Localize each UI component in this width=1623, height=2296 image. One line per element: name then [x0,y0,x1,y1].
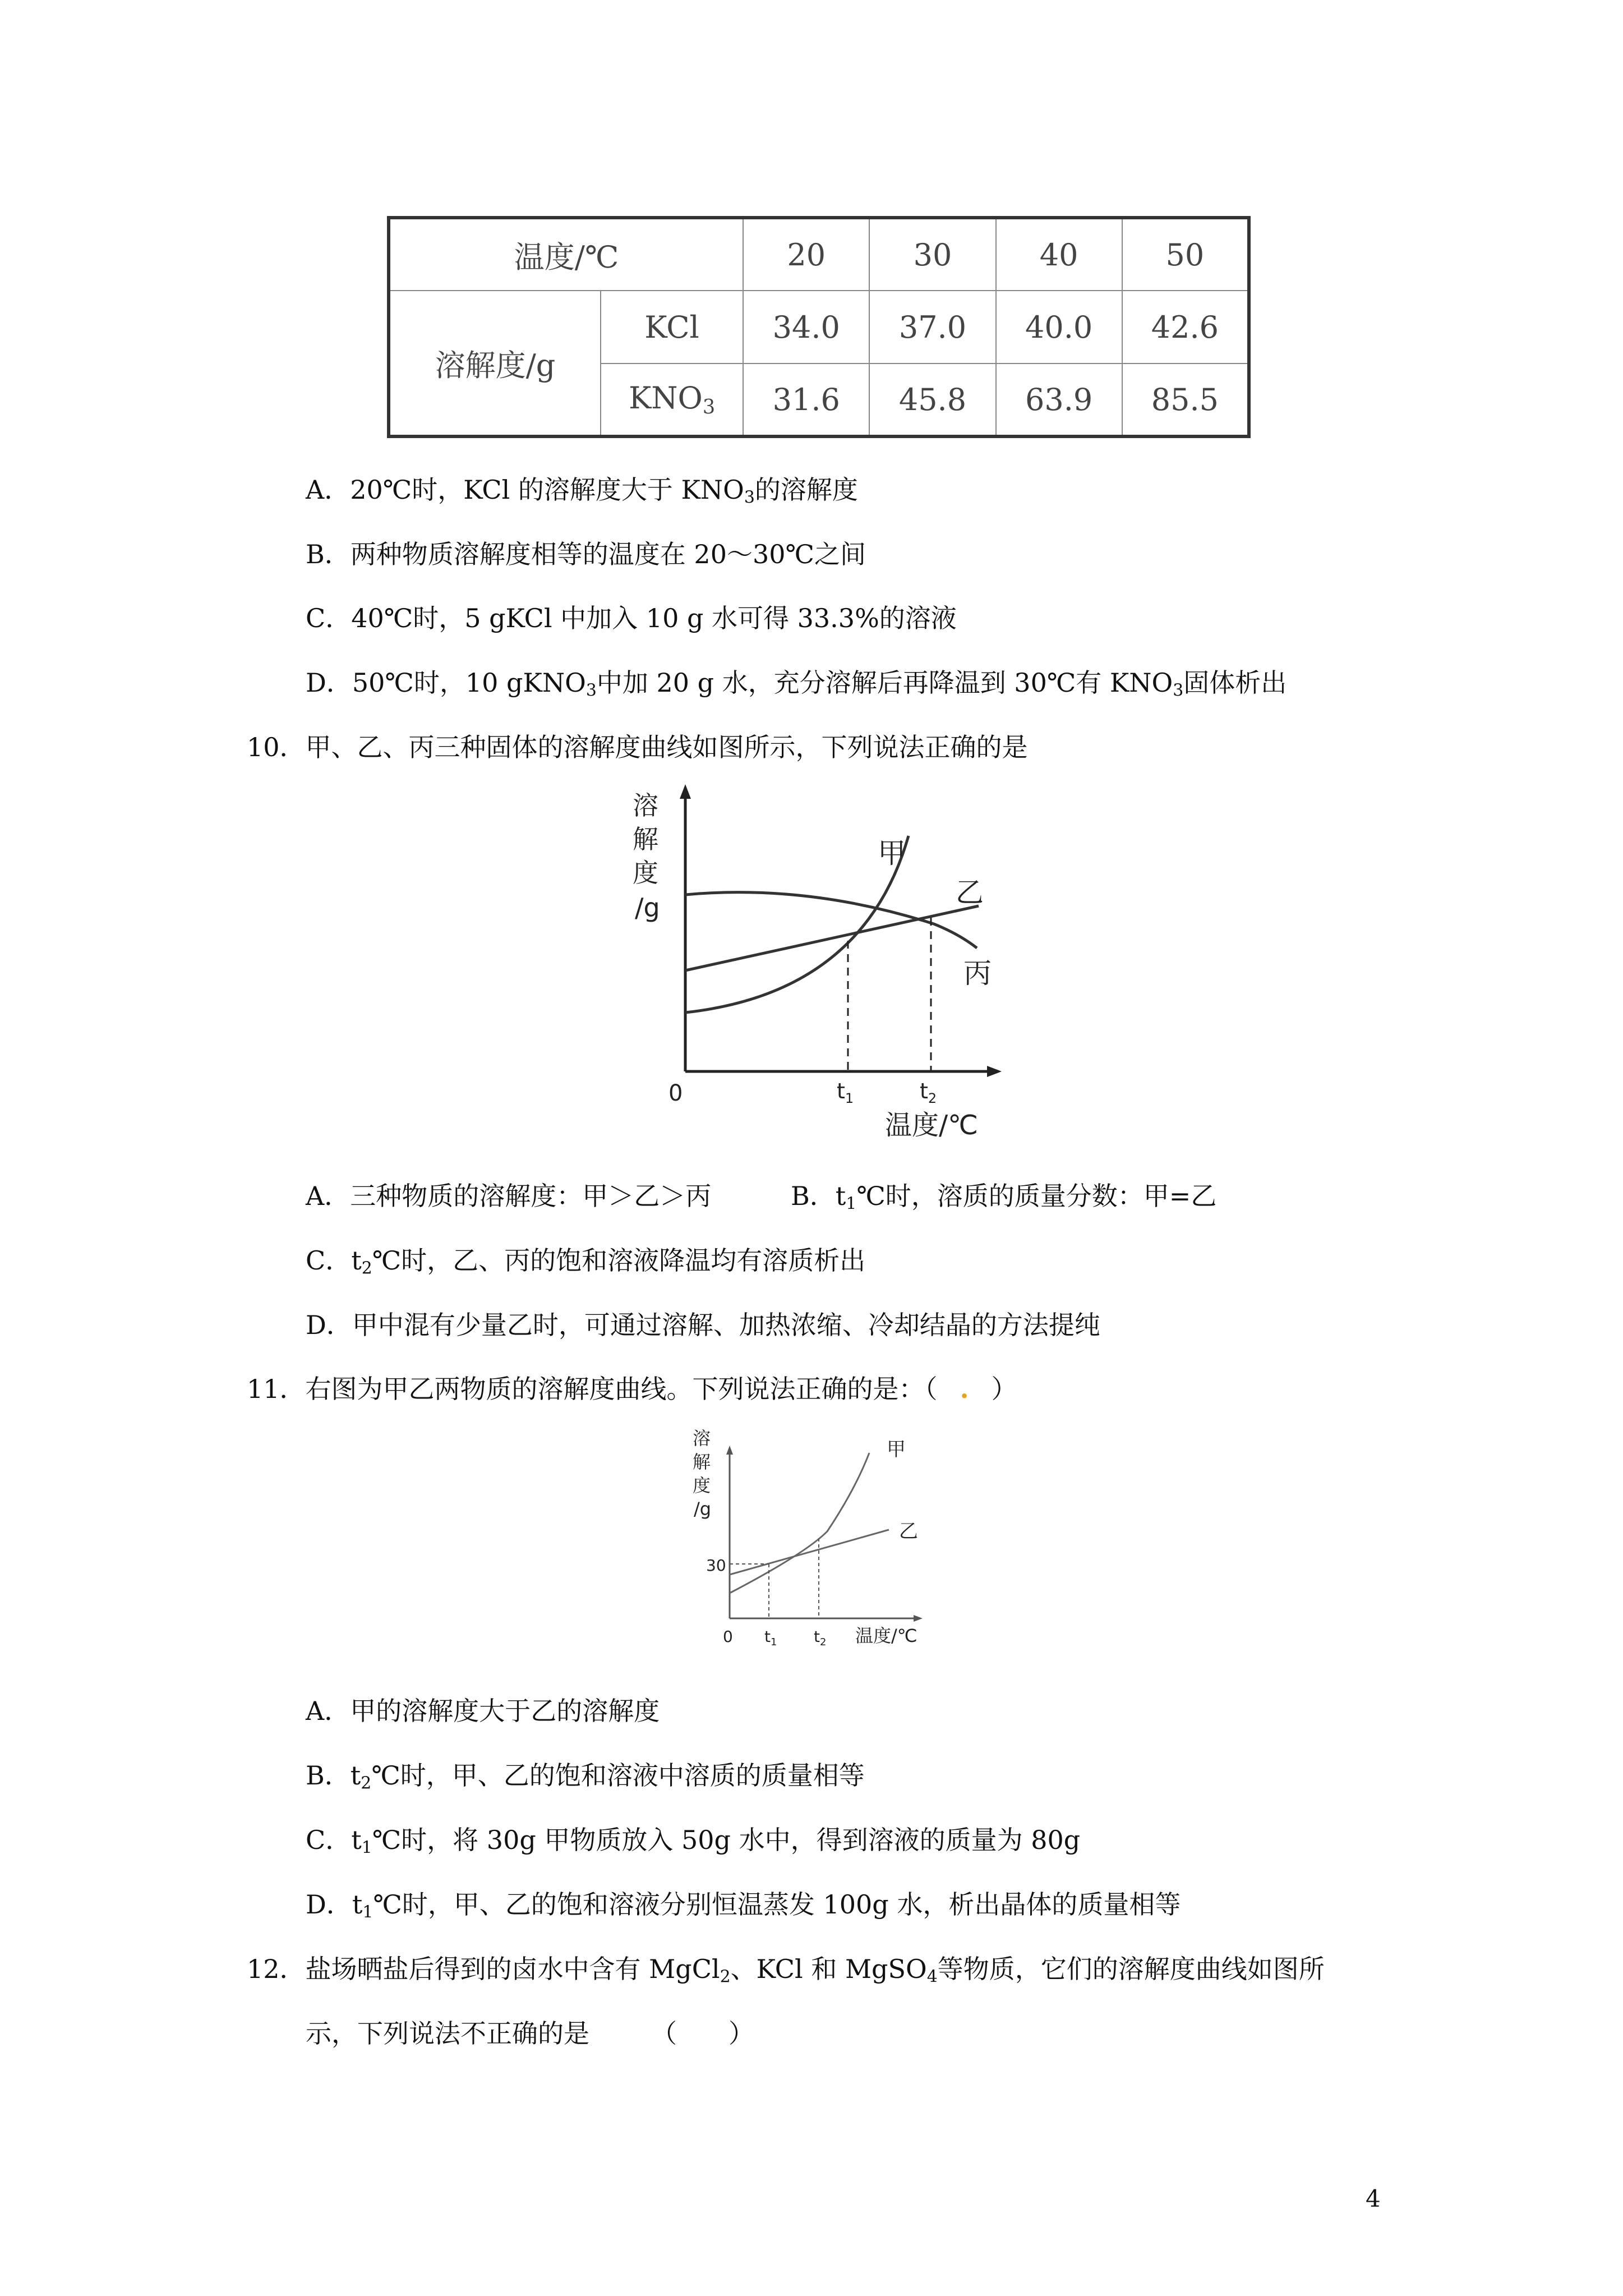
y-axis-label-char: 溶 [693,1428,711,1449]
tick-30: 30 [706,1556,726,1575]
solubility-table [387,216,1251,438]
y-axis-label-char: /g [635,892,660,923]
value-cell: 40.0 [996,291,1122,364]
q12-stem-line1: 12．盐场晒盐后得到的卤水中含有 MgCl$_2$、KCl 和 MgSO$_4$等物质，它们的溶解度曲线如图所 [247,1954,1325,1987]
value-cell: 37.0 [869,291,995,364]
series-label-jia: 甲 [887,1438,906,1461]
solubility-chart-10 [623,780,1026,1150]
page-number: 4 [1366,2185,1381,2212]
value-cell: 63.9 [996,364,1122,436]
x-axis-label: 温度/℃ [885,1110,979,1141]
series-label-yi: 乙 [956,876,984,909]
substance-name: KCl [601,291,743,364]
origin-label: 0 [723,1627,733,1646]
value-cell: 85.5 [1122,364,1249,436]
y-axis-label-char: /g [694,1498,712,1520]
q10-option-c: C．$t_2℃$时，乙、丙的饱和溶液降温均有溶质析出 [306,1245,866,1278]
q10-option-d: D．甲中混有少量乙时，可通过溶解、加热浓缩、冷却结晶的方法提纯 [306,1310,1100,1340]
tick-t1: $t_1$ [764,1627,777,1648]
y-axis-label-char: 度 [633,858,658,888]
substance-name: $KNO_3$ [601,364,743,436]
q9-option-c: C．40℃时，5 gKCl 中加入 10 g 水可得 33.3%的溶液 [306,603,957,633]
table-header-row [389,218,1249,291]
q9-option-b: B．两种物质溶解度相等的温度在 20～30℃之间 [306,539,866,569]
series-label-bing: 丙 [963,957,992,990]
curve-jia [730,1453,869,1593]
curve-jia [685,836,909,1013]
q11-option-b: B．$t_2℃$时，甲、乙的饱和溶液中溶质的质量相等 [306,1760,865,1793]
curve-yi [730,1530,889,1575]
value-cell: 45.8 [869,364,995,436]
temperature-header: 温度/℃ [389,218,743,291]
tick-t2: $t_2$ [920,1079,937,1106]
y-axis-label-char: 溶 [633,790,658,821]
q11-option-a: A．甲的溶解度大于乙的溶解度 [306,1696,660,1726]
q9-option-d: D．50℃时，10 gKNO$_3$中加 20 g 水，充分溶解后再降温到 30℃有 $KNO_3$固体析出 [306,668,1287,701]
series-label-jia: 甲 [878,837,906,869]
x-axis-label: 温度/℃ [855,1625,917,1646]
curve-yi [685,906,979,970]
y-axis-label-char: 度 [693,1475,711,1496]
q11-stem: 11．右图为甲乙两物质的溶解度曲线。下列说法正确的是：（ . ） [247,1374,1017,1404]
series-label-yi: 乙 [899,1520,918,1543]
q9-option-a: A．20℃时，KCl 的溶解度大于 $KNO_3$的溶解度 [306,475,858,508]
origin-label: 0 [668,1080,683,1106]
q10-option-a: A．三种物质的溶解度：甲＞乙＞丙 [306,1181,712,1211]
y-axis-label-char: 解 [693,1451,711,1473]
value-cell: 42.6 [1122,291,1249,364]
temp-cell: 30 [869,218,995,291]
q10-option-b: B．$t_1℃$时，溶质的质量分数：甲=乙 [791,1181,1217,1214]
q10-stem: 10．甲、乙、丙三种固体的溶解度曲线如图所示，下列说法正确的是 [247,732,1028,762]
q12-stem-line2: 示，下列说法不正确的是 （ ） [306,2018,754,2049]
temp-cell: 50 [1122,218,1249,291]
value-cell: 34.0 [743,291,869,364]
solubility-chart-11 [687,1428,956,1663]
tick-t2: $t_2$ [814,1627,827,1648]
temp-cell: 40 [996,218,1122,291]
value-cell: 31.6 [743,364,869,436]
table-row-kcl [389,291,1249,364]
tick-t1: $t_1$ [837,1079,854,1106]
y-axis-label-char: 解 [633,824,658,854]
q11-option-d: D．$t_1℃$时，甲、乙的饱和溶液分别恒温蒸发 100g 水，析出晶体的质量相等 [306,1889,1181,1922]
solubility-group-label: 溶解度/g [389,291,601,436]
temp-cell: 20 [743,218,869,291]
q11-option-c: C．$t_1℃$时，将 30g 甲物质放入 50g 水中，得到溶液的质量为 80g [306,1825,1081,1858]
